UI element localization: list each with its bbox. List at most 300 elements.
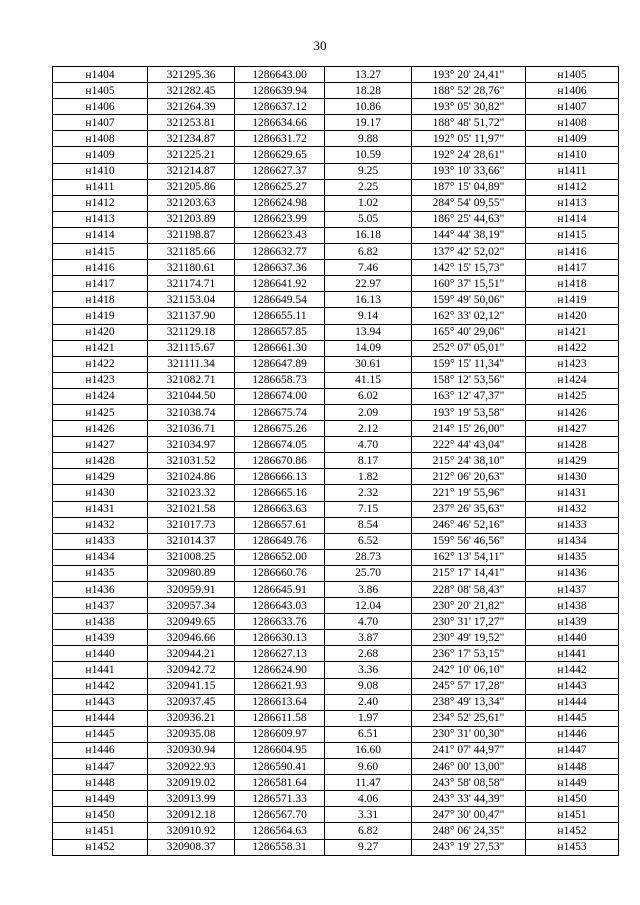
point-to-cell: н1439: [526, 614, 619, 630]
x-coordinate-cell: 320936.21: [148, 710, 235, 726]
length-cell: 8.54: [325, 517, 412, 533]
point-from-cell: н1440: [53, 646, 148, 662]
x-coordinate-cell: 321205.86: [148, 179, 235, 195]
y-coordinate-cell: 1286581.64: [235, 775, 325, 791]
bearing-cell: 214° 15' 26,00": [412, 421, 526, 437]
y-coordinate-cell: 1286604.95: [235, 742, 325, 758]
length-cell: 2.09: [325, 404, 412, 420]
bearing-cell: 230° 31' 00,30": [412, 726, 526, 742]
point-to-cell: н1415: [526, 227, 619, 243]
table-row: [53, 308, 619, 324]
point-to-cell: н1424: [526, 372, 619, 388]
bearing-cell: 188° 48' 51,72": [412, 115, 526, 131]
coordinates-table-body: [53, 67, 619, 856]
bearing-cell: 163° 12' 47,37": [412, 388, 526, 404]
length-cell: 6.02: [325, 388, 412, 404]
bearing-cell: 246° 46' 52,16": [412, 517, 526, 533]
length-cell: 18.28: [325, 83, 412, 99]
bearing-cell: 192° 24' 28,61": [412, 147, 526, 163]
y-coordinate-cell: 1286658.73: [235, 372, 325, 388]
bearing-cell: 160° 37' 15,51": [412, 276, 526, 292]
length-cell: 2.68: [325, 646, 412, 662]
table-row: [53, 131, 619, 147]
length-cell: 4.06: [325, 791, 412, 807]
table-row: [53, 388, 619, 404]
point-from-cell: н1410: [53, 163, 148, 179]
bearing-cell: 230° 49' 19,52": [412, 630, 526, 646]
bearing-cell: 252° 07' 05,01": [412, 340, 526, 356]
y-coordinate-cell: 1286633.76: [235, 614, 325, 630]
y-coordinate-cell: 1286609.97: [235, 726, 325, 742]
bearing-cell: 242° 10' 06,10": [412, 662, 526, 678]
y-coordinate-cell: 1286567.70: [235, 807, 325, 823]
x-coordinate-cell: 320980.89: [148, 565, 235, 581]
x-coordinate-cell: 321031.52: [148, 453, 235, 469]
table-row: [53, 501, 619, 517]
bearing-cell: 193° 10' 33,66": [412, 163, 526, 179]
page-number: 30: [313, 38, 327, 53]
table-row: [53, 839, 619, 855]
point-from-cell: н1421: [53, 340, 148, 356]
point-to-cell: н1408: [526, 115, 619, 131]
x-coordinate-cell: 321115.67: [148, 340, 235, 356]
table-row: [53, 646, 619, 662]
point-from-cell: н1416: [53, 260, 148, 276]
length-cell: 14.09: [325, 340, 412, 356]
point-from-cell: н1450: [53, 807, 148, 823]
table-row: [53, 630, 619, 646]
bearing-cell: 159° 15' 11,34": [412, 356, 526, 372]
point-from-cell: н1442: [53, 678, 148, 694]
bearing-cell: 158° 12' 53,56": [412, 372, 526, 388]
x-coordinate-cell: 321036.71: [148, 421, 235, 437]
table-row: [53, 244, 619, 260]
y-coordinate-cell: 1286637.12: [235, 99, 325, 115]
table-row: [53, 759, 619, 775]
x-coordinate-cell: 321082.71: [148, 372, 235, 388]
x-coordinate-cell: 321295.36: [148, 67, 235, 83]
length-cell: 2.32: [325, 485, 412, 501]
y-coordinate-cell: 1286624.98: [235, 195, 325, 211]
y-coordinate-cell: 1286637.36: [235, 260, 325, 276]
table-row: [53, 582, 619, 598]
x-coordinate-cell: 321021.58: [148, 501, 235, 517]
length-cell: 1.02: [325, 195, 412, 211]
x-coordinate-cell: 321024.86: [148, 469, 235, 485]
point-to-cell: н1428: [526, 437, 619, 453]
table-row: [53, 437, 619, 453]
x-coordinate-cell: 321137.90: [148, 308, 235, 324]
y-coordinate-cell: 1286643.03: [235, 598, 325, 614]
bearing-cell: 245° 57' 17,28": [412, 678, 526, 694]
table-row: [53, 485, 619, 501]
length-cell: 13.94: [325, 324, 412, 340]
y-coordinate-cell: 1286645.91: [235, 582, 325, 598]
length-cell: 9.14: [325, 308, 412, 324]
point-from-cell: н1420: [53, 324, 148, 340]
point-from-cell: н1447: [53, 759, 148, 775]
point-to-cell: н1431: [526, 485, 619, 501]
x-coordinate-cell: 320930.94: [148, 742, 235, 758]
table-row: [53, 614, 619, 630]
point-from-cell: н1417: [53, 276, 148, 292]
y-coordinate-cell: 1286663.63: [235, 501, 325, 517]
bearing-cell: 222° 44' 43,04": [412, 437, 526, 453]
bearing-cell: 237° 26' 35,63": [412, 501, 526, 517]
y-coordinate-cell: 1286675.74: [235, 404, 325, 420]
point-from-cell: н1409: [53, 147, 148, 163]
bearing-cell: 241° 07' 44,97": [412, 742, 526, 758]
length-cell: 25.70: [325, 565, 412, 581]
point-to-cell: н1435: [526, 549, 619, 565]
point-from-cell: н1404: [53, 67, 148, 83]
y-coordinate-cell: 1286624.90: [235, 662, 325, 678]
length-cell: 11.47: [325, 775, 412, 791]
table-row: [53, 533, 619, 549]
point-to-cell: н1430: [526, 469, 619, 485]
length-cell: 3.31: [325, 807, 412, 823]
x-coordinate-cell: 320959.91: [148, 582, 235, 598]
y-coordinate-cell: 1286623.43: [235, 227, 325, 243]
point-from-cell: н1445: [53, 726, 148, 742]
point-to-cell: н1423: [526, 356, 619, 372]
x-coordinate-cell: 321174.71: [148, 276, 235, 292]
bearing-cell: 193° 20' 24,41": [412, 67, 526, 83]
point-to-cell: н1406: [526, 83, 619, 99]
y-coordinate-cell: 1286675.26: [235, 421, 325, 437]
y-coordinate-cell: 1286641.92: [235, 276, 325, 292]
point-to-cell: н1449: [526, 775, 619, 791]
point-to-cell: н1444: [526, 694, 619, 710]
length-cell: 4.70: [325, 614, 412, 630]
x-coordinate-cell: 321111.34: [148, 356, 235, 372]
length-cell: 16.13: [325, 292, 412, 308]
bearing-cell: 212° 06' 20,63": [412, 469, 526, 485]
length-cell: 9.88: [325, 131, 412, 147]
y-coordinate-cell: 1286660.76: [235, 565, 325, 581]
point-from-cell: н1451: [53, 823, 148, 839]
x-coordinate-cell: 321214.87: [148, 163, 235, 179]
table-row: [53, 565, 619, 581]
point-to-cell: н1412: [526, 179, 619, 195]
bearing-cell: 165° 40' 29,06": [412, 324, 526, 340]
point-to-cell: н1448: [526, 759, 619, 775]
length-cell: 19.17: [325, 115, 412, 131]
length-cell: 4.70: [325, 437, 412, 453]
y-coordinate-cell: 1286649.76: [235, 533, 325, 549]
table-row: [53, 710, 619, 726]
table-row: [53, 67, 619, 83]
y-coordinate-cell: 1286639.94: [235, 83, 325, 99]
bearing-cell: 192° 05' 11,97": [412, 131, 526, 147]
point-from-cell: н1427: [53, 437, 148, 453]
table-row: [53, 260, 619, 276]
x-coordinate-cell: 321008.25: [148, 549, 235, 565]
bearing-cell: 234° 52' 25,61": [412, 710, 526, 726]
point-to-cell: н1447: [526, 742, 619, 758]
point-from-cell: н1428: [53, 453, 148, 469]
length-cell: 16.18: [325, 227, 412, 243]
bearing-cell: 284° 54' 09,55": [412, 195, 526, 211]
y-coordinate-cell: 1286558.31: [235, 839, 325, 855]
x-coordinate-cell: 321234.87: [148, 131, 235, 147]
point-to-cell: н1429: [526, 453, 619, 469]
bearing-cell: 193° 05' 30,82": [412, 99, 526, 115]
point-from-cell: н1429: [53, 469, 148, 485]
point-from-cell: н1437: [53, 598, 148, 614]
table-row: [53, 742, 619, 758]
length-cell: 28.73: [325, 549, 412, 565]
point-to-cell: н1436: [526, 565, 619, 581]
point-from-cell: н1425: [53, 404, 148, 420]
point-to-cell: н1426: [526, 404, 619, 420]
point-to-cell: н1452: [526, 823, 619, 839]
point-to-cell: н1427: [526, 421, 619, 437]
y-coordinate-cell: 1286564.63: [235, 823, 325, 839]
bearing-cell: 247° 30' 00,47": [412, 807, 526, 823]
length-cell: 3.86: [325, 582, 412, 598]
length-cell: 10.59: [325, 147, 412, 163]
table-row: [53, 598, 619, 614]
length-cell: 7.46: [325, 260, 412, 276]
bearing-cell: 137° 42' 52,02": [412, 244, 526, 260]
point-from-cell: н1423: [53, 372, 148, 388]
table-row: [53, 227, 619, 243]
y-coordinate-cell: 1286634.66: [235, 115, 325, 131]
y-coordinate-cell: 1286655.11: [235, 308, 325, 324]
point-to-cell: н1433: [526, 517, 619, 533]
y-coordinate-cell: 1286652.00: [235, 549, 325, 565]
y-coordinate-cell: 1286629.65: [235, 147, 325, 163]
point-to-cell: н1440: [526, 630, 619, 646]
y-coordinate-cell: 1286661.30: [235, 340, 325, 356]
table-row: [53, 147, 619, 163]
y-coordinate-cell: 1286630.13: [235, 630, 325, 646]
bearing-cell: 159° 49' 50,06": [412, 292, 526, 308]
x-coordinate-cell: 321034.97: [148, 437, 235, 453]
point-to-cell: н1437: [526, 582, 619, 598]
length-cell: 41.15: [325, 372, 412, 388]
bearing-cell: 159° 56' 46,56": [412, 533, 526, 549]
table-row: [53, 694, 619, 710]
bearing-cell: 188° 52' 28,76": [412, 83, 526, 99]
length-cell: 9.27: [325, 839, 412, 855]
length-cell: 6.52: [325, 533, 412, 549]
point-to-cell: н1417: [526, 260, 619, 276]
x-coordinate-cell: 320913.99: [148, 791, 235, 807]
x-coordinate-cell: 321014.37: [148, 533, 235, 549]
x-coordinate-cell: 321225.21: [148, 147, 235, 163]
y-coordinate-cell: 1286627.13: [235, 646, 325, 662]
x-coordinate-cell: 320946.66: [148, 630, 235, 646]
point-from-cell: н1419: [53, 308, 148, 324]
table-row: [53, 356, 619, 372]
bearing-cell: 238° 49' 13,34": [412, 694, 526, 710]
point-from-cell: н1452: [53, 839, 148, 855]
table-row: [53, 115, 619, 131]
bearing-cell: 215° 24' 38,10": [412, 453, 526, 469]
x-coordinate-cell: 321185.66: [148, 244, 235, 260]
point-from-cell: н1414: [53, 227, 148, 243]
table-row: [53, 276, 619, 292]
x-coordinate-cell: 321203.63: [148, 195, 235, 211]
table-row: [53, 726, 619, 742]
x-coordinate-cell: 321198.87: [148, 227, 235, 243]
y-coordinate-cell: 1286657.85: [235, 324, 325, 340]
point-to-cell: н1446: [526, 726, 619, 742]
length-cell: 7.15: [325, 501, 412, 517]
length-cell: 1.82: [325, 469, 412, 485]
x-coordinate-cell: 320942.72: [148, 662, 235, 678]
point-from-cell: н1405: [53, 83, 148, 99]
length-cell: 6.51: [325, 726, 412, 742]
table-row: [53, 678, 619, 694]
table-row: [53, 195, 619, 211]
length-cell: 9.08: [325, 678, 412, 694]
y-coordinate-cell: 1286649.54: [235, 292, 325, 308]
length-cell: 13.27: [325, 67, 412, 83]
bearing-cell: 144° 44' 38,19": [412, 227, 526, 243]
point-from-cell: н1430: [53, 485, 148, 501]
y-coordinate-cell: 1286625.27: [235, 179, 325, 195]
bearing-cell: 162° 33' 02,12": [412, 308, 526, 324]
length-cell: 5.05: [325, 211, 412, 227]
point-from-cell: н1422: [53, 356, 148, 372]
point-from-cell: н1441: [53, 662, 148, 678]
point-to-cell: н1432: [526, 501, 619, 517]
point-to-cell: н1450: [526, 791, 619, 807]
point-to-cell: н1410: [526, 147, 619, 163]
length-cell: 16.60: [325, 742, 412, 758]
y-coordinate-cell: 1286674.05: [235, 437, 325, 453]
bearing-cell: 243° 33' 44,39": [412, 791, 526, 807]
point-to-cell: н1414: [526, 211, 619, 227]
x-coordinate-cell: 321017.73: [148, 517, 235, 533]
table-row: [53, 469, 619, 485]
point-to-cell: н1434: [526, 533, 619, 549]
length-cell: 9.60: [325, 759, 412, 775]
table-row: [53, 404, 619, 420]
table-row: [53, 453, 619, 469]
point-from-cell: н1424: [53, 388, 148, 404]
x-coordinate-cell: 321153.04: [148, 292, 235, 308]
length-cell: 6.82: [325, 823, 412, 839]
x-coordinate-cell: 320937.45: [148, 694, 235, 710]
length-cell: 2.25: [325, 179, 412, 195]
point-from-cell: н1434: [53, 549, 148, 565]
point-from-cell: н1433: [53, 533, 148, 549]
y-coordinate-cell: 1286613.64: [235, 694, 325, 710]
bearing-cell: 221° 19' 55,96": [412, 485, 526, 501]
point-from-cell: н1448: [53, 775, 148, 791]
point-from-cell: н1426: [53, 421, 148, 437]
table-row: [53, 340, 619, 356]
length-cell: 3.36: [325, 662, 412, 678]
point-to-cell: н1409: [526, 131, 619, 147]
point-to-cell: н1438: [526, 598, 619, 614]
x-coordinate-cell: 320910.92: [148, 823, 235, 839]
y-coordinate-cell: 1286643.00: [235, 67, 325, 83]
bearing-cell: 228° 08' 58,43": [412, 582, 526, 598]
x-coordinate-cell: 321264.39: [148, 99, 235, 115]
point-from-cell: н1438: [53, 614, 148, 630]
point-from-cell: н1418: [53, 292, 148, 308]
table-row: [53, 83, 619, 99]
y-coordinate-cell: 1286590.41: [235, 759, 325, 775]
table-row: [53, 662, 619, 678]
x-coordinate-cell: 321180.61: [148, 260, 235, 276]
bearing-cell: 236° 17' 53,15": [412, 646, 526, 662]
bearing-cell: 187° 15' 04,89": [412, 179, 526, 195]
point-to-cell: н1416: [526, 244, 619, 260]
y-coordinate-cell: 1286621.93: [235, 678, 325, 694]
bearing-cell: 243° 19' 27,53": [412, 839, 526, 855]
table-row: [53, 163, 619, 179]
point-from-cell: н1439: [53, 630, 148, 646]
x-coordinate-cell: 321129.18: [148, 324, 235, 340]
point-to-cell: н1407: [526, 99, 619, 115]
point-to-cell: н1442: [526, 662, 619, 678]
y-coordinate-cell: 1286670.86: [235, 453, 325, 469]
y-coordinate-cell: 1286666.13: [235, 469, 325, 485]
length-cell: 9.25: [325, 163, 412, 179]
table-row: [53, 807, 619, 823]
point-from-cell: н1435: [53, 565, 148, 581]
x-coordinate-cell: 320944.21: [148, 646, 235, 662]
point-from-cell: н1407: [53, 115, 148, 131]
point-to-cell: н1420: [526, 308, 619, 324]
x-coordinate-cell: 321038.74: [148, 404, 235, 420]
y-coordinate-cell: 1286571.33: [235, 791, 325, 807]
x-coordinate-cell: 321023.32: [148, 485, 235, 501]
point-from-cell: н1413: [53, 211, 148, 227]
bearing-cell: 162° 13' 54,11": [412, 549, 526, 565]
point-to-cell: н1419: [526, 292, 619, 308]
point-from-cell: н1449: [53, 791, 148, 807]
point-from-cell: н1432: [53, 517, 148, 533]
bearing-cell: 215° 17' 14,41": [412, 565, 526, 581]
bearing-cell: 248° 06' 24,35": [412, 823, 526, 839]
length-cell: 22.97: [325, 276, 412, 292]
y-coordinate-cell: 1286657.61: [235, 517, 325, 533]
y-coordinate-cell: 1286623.99: [235, 211, 325, 227]
point-from-cell: н1436: [53, 582, 148, 598]
bearing-cell: 246° 00' 13,00": [412, 759, 526, 775]
y-coordinate-cell: 1286627.37: [235, 163, 325, 179]
bearing-cell: 193° 19' 53,58": [412, 404, 526, 420]
table-row: [53, 517, 619, 533]
bearing-cell: 186° 25' 44,63": [412, 211, 526, 227]
length-cell: 3.87: [325, 630, 412, 646]
point-to-cell: н1422: [526, 340, 619, 356]
x-coordinate-cell: 321044.50: [148, 388, 235, 404]
point-to-cell: н1405: [526, 67, 619, 83]
bearing-cell: 243° 58' 08,58": [412, 775, 526, 791]
coordinates-table: [52, 66, 619, 856]
point-to-cell: н1418: [526, 276, 619, 292]
point-from-cell: н1446: [53, 742, 148, 758]
point-from-cell: н1444: [53, 710, 148, 726]
length-cell: 6.82: [325, 244, 412, 260]
y-coordinate-cell: 1286665.16: [235, 485, 325, 501]
point-to-cell: н1451: [526, 807, 619, 823]
table-row: [53, 823, 619, 839]
y-coordinate-cell: 1286632.77: [235, 244, 325, 260]
length-cell: 8.17: [325, 453, 412, 469]
point-to-cell: н1443: [526, 678, 619, 694]
point-to-cell: н1411: [526, 163, 619, 179]
bearing-cell: 230° 20' 21,82": [412, 598, 526, 614]
